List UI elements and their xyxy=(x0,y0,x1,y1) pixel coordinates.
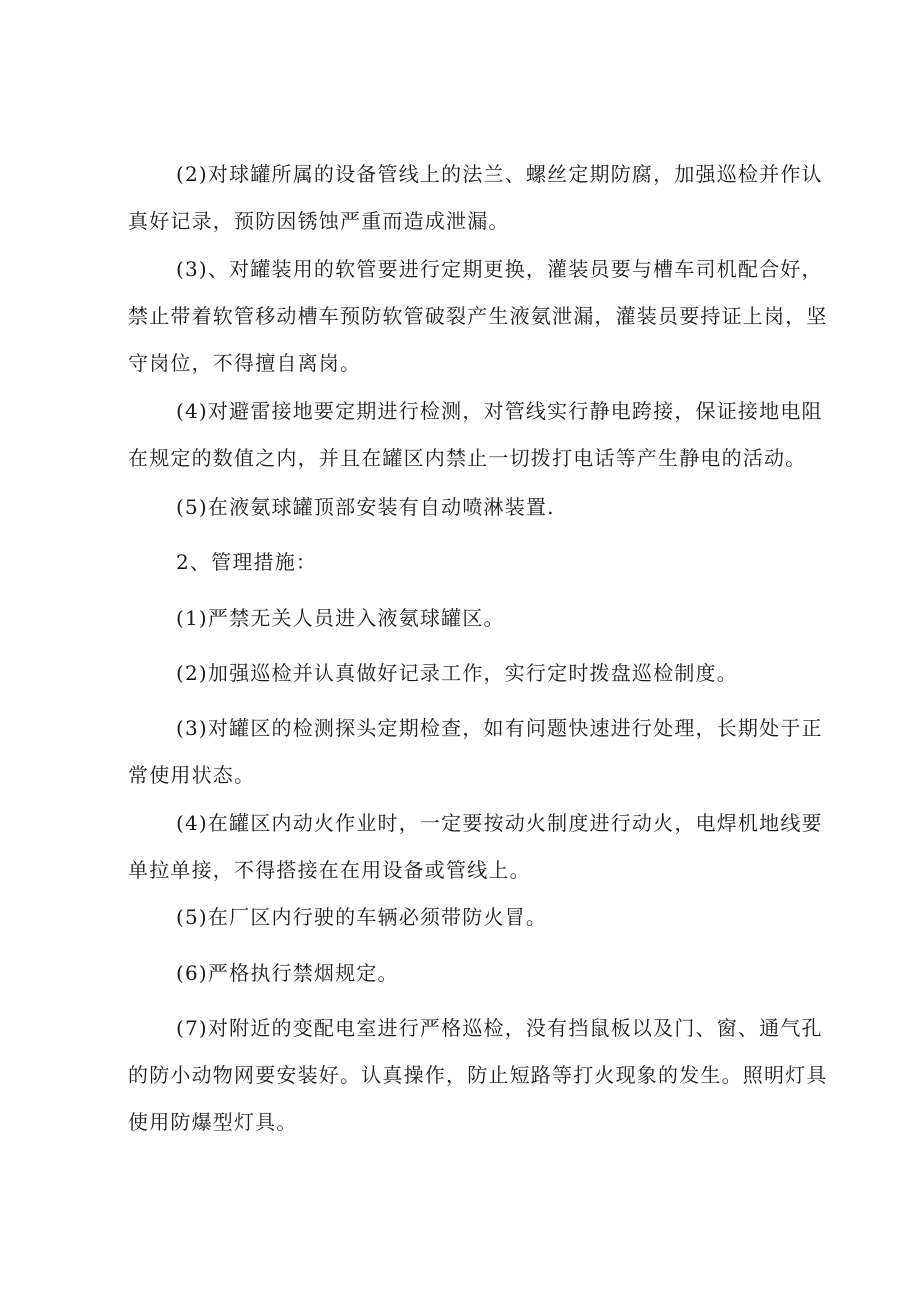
text-line: (5)在厂区内行驶的车辆必须带防火冒。 xyxy=(176,905,548,929)
text-line: 常使用状态。 xyxy=(128,763,256,787)
measure-item-5 xyxy=(128,894,796,941)
text-line: (1)严禁无关人员进入液氨球罐区。 xyxy=(176,606,505,630)
measure-item-6 xyxy=(128,950,796,997)
measure-item-4 xyxy=(128,800,823,894)
paragraph-item-5 xyxy=(128,484,796,531)
text-line: (4)对避雷接地要定期进行检测，对管线实行静电跨接，保证接地电阻 xyxy=(176,399,823,423)
text-line: (4)在罐区内动火作业时，一定要按动火制度进行动火，电焊机地线要 xyxy=(176,811,823,835)
paragraph-item-3 xyxy=(128,246,828,387)
paragraph-item-2 xyxy=(128,151,823,245)
text-line: 使用防爆型灯具。 xyxy=(128,1110,298,1134)
paragraph-item-4 xyxy=(128,388,823,482)
text-line: 真好记录，预防因锈蚀严重而造成泄漏。 xyxy=(128,209,510,233)
text-line: (3)对罐区的检测探头定期检查，如有问题快速进行处理，长期处于正 xyxy=(176,716,823,740)
text-line: (2)对球罐所属的设备管线上的法兰、螺丝定期防腐，加强巡检并作认 xyxy=(176,162,823,186)
section-heading xyxy=(128,539,796,586)
text-line: 禁止带着软管移动槽车预防软管破裂产生液氨泄漏，灌装员要持证上岗，坚 xyxy=(128,304,828,328)
text-line: 单拉单接，不得搭接在在用设备或管线上。 xyxy=(128,858,531,882)
measure-item-7 xyxy=(128,1005,828,1146)
text-line: (2)加强巡检并认真做好记录工作，实行定时拨盘巡检制度。 xyxy=(176,661,738,685)
text-line: (5)在液氨球罐顶部安装有自动喷淋装置. xyxy=(176,495,555,519)
text-line: (6)严格执行禁烟规定。 xyxy=(176,961,399,985)
text-line: 的防小动物网要安装好。认真操作，防止短路等打火现象的发生。照明灯具 xyxy=(128,1063,828,1087)
text-line: 2、管理措施： xyxy=(176,550,318,574)
text-line: 守岗位，不得擅自离岗。 xyxy=(128,351,362,375)
measure-item-1 xyxy=(128,595,796,642)
text-line: 在规定的数值之内，并且在罐区内禁止一切拨打电话等产生静电的活动。 xyxy=(128,446,807,470)
measure-item-2 xyxy=(128,650,796,697)
text-line: (3)、对罐装用的软管要进行定期更换，灌装员要与槽车司机配合好， xyxy=(176,257,823,281)
text-line: (7)对附近的变配电室进行严格巡检，没有挡鼠板以及门、窗、通气孔 xyxy=(176,1016,823,1040)
measure-item-3 xyxy=(128,705,823,799)
